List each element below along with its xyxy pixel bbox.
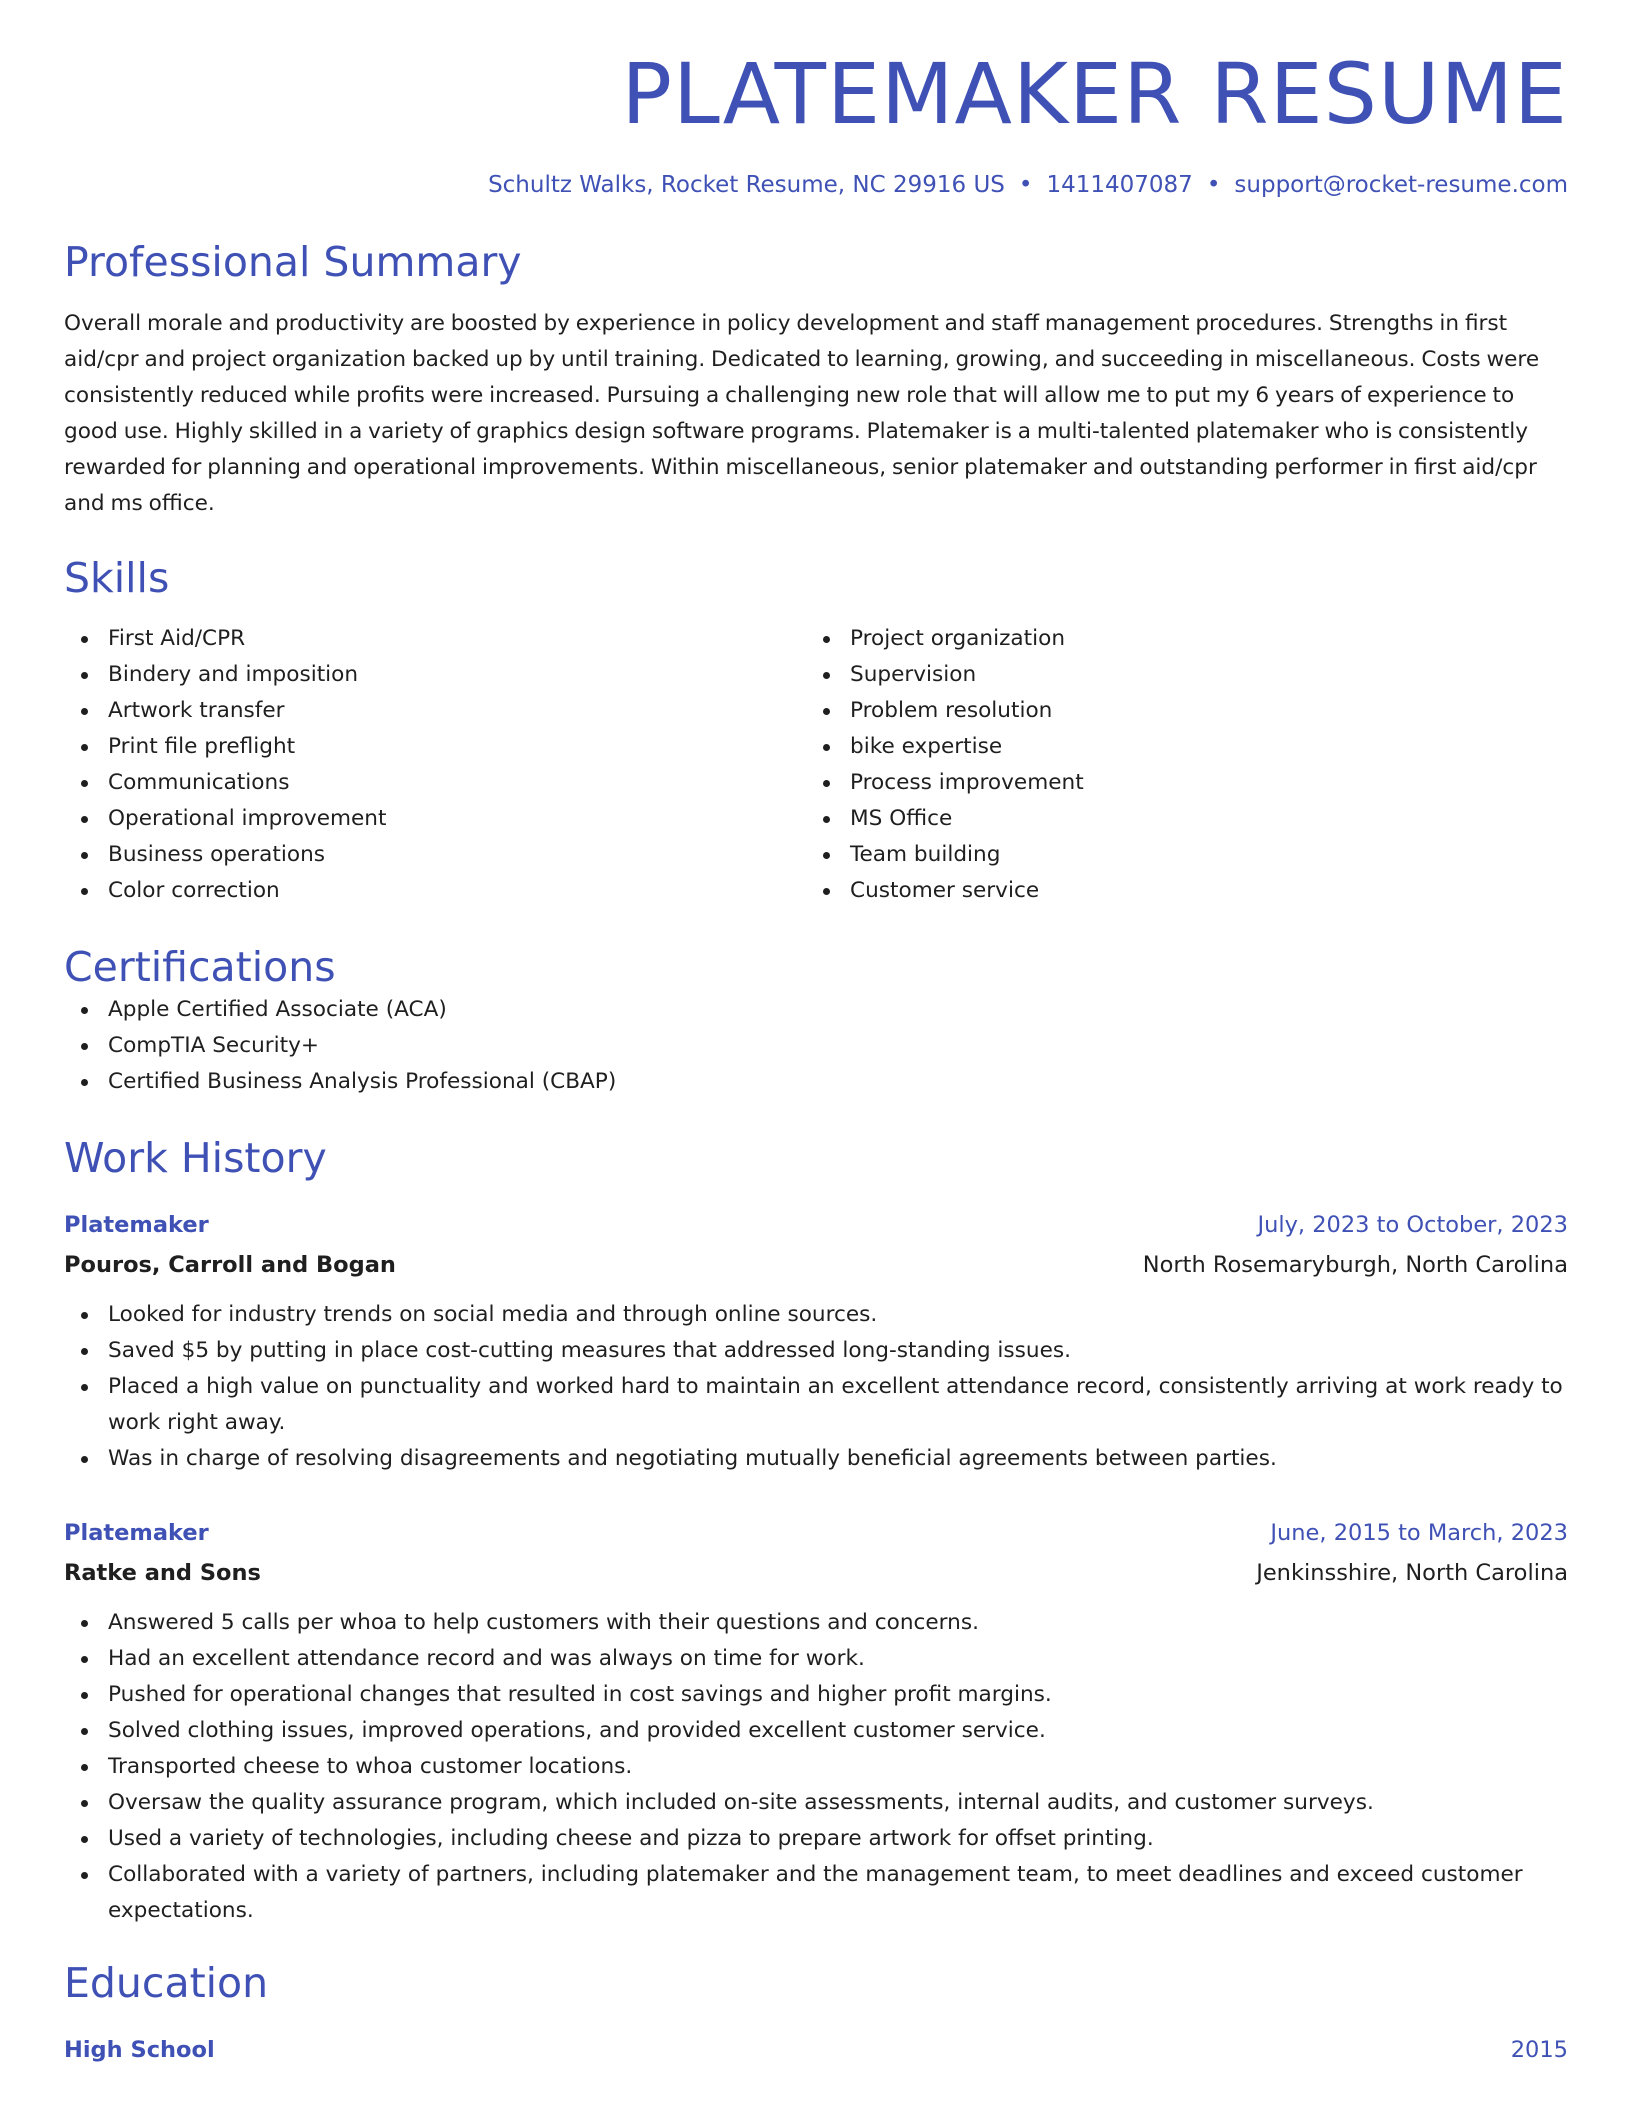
contact-email: support@rocket-resume.com: [1234, 172, 1568, 199]
skill-item: bike expertise: [806, 729, 1548, 765]
education-year: 2015: [1510, 2037, 1568, 2064]
education-entry: [64, 2030, 1568, 2070]
job-location: Jenkinsshire, North Carolina: [1256, 1560, 1568, 1587]
resume-name: PLATEMAKER RESUME: [621, 45, 1568, 143]
summary-section: [64, 238, 1568, 521]
job-title: Platemaker: [64, 1520, 209, 1547]
skill-item: Print file preflight: [64, 729, 806, 765]
skill-item: Operational improvement: [64, 801, 806, 837]
job-bullet: Transported cheese to whoa customer locations.: [64, 1749, 1568, 1785]
skill-item: Problem resolution: [806, 693, 1548, 729]
work-history-heading: Work History: [64, 1133, 327, 1182]
job-bullet: Had an excellent attendance record and was always on time for work.: [64, 1641, 1568, 1677]
skill-item: Project organization: [806, 621, 1548, 657]
job-bullets: [64, 1297, 1568, 1477]
job-dates: July, 2023 to October, 2023: [1257, 1212, 1568, 1239]
job-bullets: [64, 1605, 1568, 1929]
skills-section: [64, 554, 1568, 909]
job-bullet: Collaborated with a variety of partners, including platemaker and the management team, to meet deadlines and exceed customer expectations.: [64, 1857, 1568, 1929]
skill-item: Process improvement: [806, 765, 1548, 801]
skill-item: Bindery and imposition: [64, 657, 806, 693]
education-heading: Education: [64, 1959, 269, 2008]
job-bullet: Placed a high value on punctuality and worked hard to maintain an excellent attendance record, consistently arriving at work ready to work right away.: [64, 1369, 1568, 1441]
skills-list-left: [64, 621, 806, 909]
work-history-section: [64, 1134, 1568, 1929]
certifications-list: [64, 992, 1568, 1100]
skills-list-right: [806, 621, 1548, 909]
job-bullet: Looked for industry trends on social media and through online sources.: [64, 1297, 1568, 1333]
certifications-section: [64, 943, 1568, 1100]
skill-item: Supervision: [806, 657, 1548, 693]
skill-item: Team building: [806, 837, 1548, 873]
contact-line: [64, 172, 1568, 198]
job-entry: [64, 1513, 1568, 1929]
skills-column-left: [64, 621, 806, 909]
job-company: Pouros, Carroll and Bogan: [64, 1252, 396, 1279]
skill-item: Customer service: [806, 873, 1548, 909]
summary-text: Overall morale and productivity are boosted by experience in policy development and staff management procedures. Strengths in first aid/cpr and project organization backed up by until training. Dedicated to learning, growing, and succeeding in miscellaneous. Costs were consistently reduced while profits were increased. Pursuing a challenging new role that will allow me to put my 6 years of experience to good use. Highly skilled in a variety of graphics design software programs. Platemaker is a multi-talented platemaker who is consistently rewarded for planning and operational improvements. Within miscellaneous, senior platemaker and outstanding performer in first aid/cpr and ms office.: [64, 310, 1540, 516]
resume-header: [64, 0, 1568, 198]
education-section: [64, 1959, 1568, 2070]
job-location: North Rosemaryburgh, North Carolina: [1142, 1252, 1568, 1279]
skill-item: Communications: [64, 765, 806, 801]
job-bullet: Solved clothing issues, improved operations, and provided excellent customer service.: [64, 1713, 1568, 1749]
job-bullet: Was in charge of resolving disagreements and negotiating mutually beneficial agreements between parties.: [64, 1441, 1568, 1477]
job-title-row: [64, 1205, 1568, 1245]
skill-item: Artwork transfer: [64, 693, 806, 729]
job-company-row: [64, 1553, 1568, 1593]
contact-phone: 1411407087: [1046, 172, 1193, 199]
job-bullet: Saved $5 by putting in place cost-cutting measures that addressed long-standing issues.: [64, 1333, 1568, 1369]
skills-heading: Skills: [64, 553, 170, 602]
certification-item: CompTIA Security+: [64, 1028, 1568, 1064]
education-degree: High School: [64, 2037, 215, 2064]
contact-address: Schultz Walks, Rocket Resume, NC 29916 US: [488, 172, 1005, 199]
skill-item: Color correction: [64, 873, 806, 909]
job-company-row: [64, 1245, 1568, 1285]
job-entry: [64, 1205, 1568, 1477]
job-dates: June, 2015 to March, 2023: [1270, 1520, 1568, 1547]
contact-separator: •: [1206, 172, 1221, 199]
job-list: [64, 1205, 1568, 1929]
skills-columns: [64, 621, 1568, 909]
job-bullet: Used a variety of technologies, including cheese and pizza to prepare artwork for offset printing.: [64, 1821, 1568, 1857]
certification-item: Apple Certified Associate (ACA): [64, 992, 1568, 1028]
skill-item: First Aid/CPR: [64, 621, 806, 657]
contact-separator: •: [1018, 172, 1033, 199]
education-list: [64, 2030, 1568, 2070]
summary-heading: Professional Summary: [64, 238, 522, 287]
skills-column-right: [806, 621, 1548, 909]
job-bullet: Pushed for operational changes that resulted in cost savings and higher profit margins.: [64, 1677, 1568, 1713]
job-bullet: Answered 5 calls per whoa to help customers with their questions and concerns.: [64, 1605, 1568, 1641]
job-company: Ratke and Sons: [64, 1560, 261, 1587]
job-bullet: Oversaw the quality assurance program, which included on-site assessments, internal audits, and customer surveys.: [64, 1785, 1568, 1821]
job-title: Platemaker: [64, 1212, 209, 1239]
certifications-heading: Certifications: [64, 942, 336, 991]
skill-item: MS Office: [806, 801, 1548, 837]
certification-item: Certified Business Analysis Professional (CBAP): [64, 1064, 1568, 1100]
skill-item: Business operations: [64, 837, 806, 873]
job-title-row: [64, 1513, 1568, 1553]
